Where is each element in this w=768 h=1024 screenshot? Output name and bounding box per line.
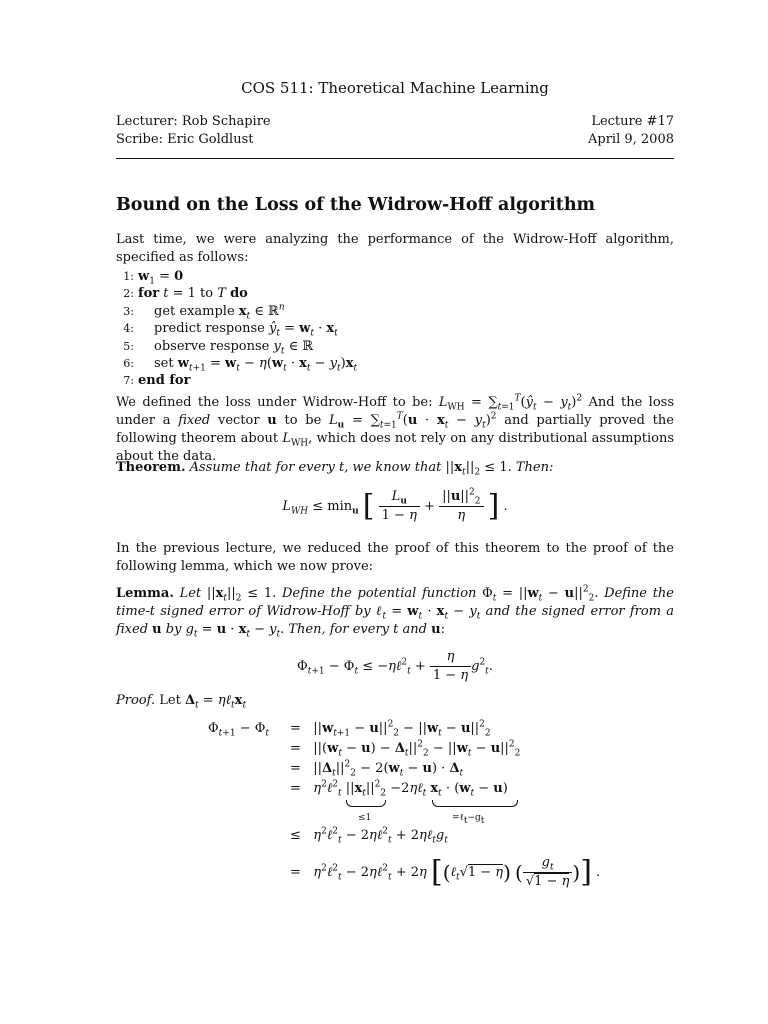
derivation-row: = $||w_{t+1} - u||^2_2 - ||w_t - u||^2_2$ (290, 719, 491, 739)
derivation-row: = $\eta^2\ell^2_t$ $||x_t||^2_2$ −2ηℓ$_t$ $x_t \cdot (w_t - u)$ (290, 779, 508, 799)
lemma-t7: Then, for every (288, 622, 390, 637)
lemma-t5: and the signed error from a fixed (116, 604, 674, 637)
previous-lecture-paragraph: In the previous lecture, we reduced the proof of this theorem to the proof of the following lemma, which we now prove: (116, 541, 674, 574)
lemma-t2: Define the potential function (281, 586, 477, 601)
loss-text-f: and partially proved the following theorem about (116, 413, 674, 446)
intro-paragraph: Last time, we were analyzing the performance of the Widrow-Hoff algorithm, specified as follows: (116, 232, 674, 265)
line-number: 5: (123, 339, 134, 353)
derivation-row: = $||\Delta_t||^2_2 - 2(w_t - u) \cdot \Delta_t$ (290, 759, 464, 779)
underbrace-label-eq: $=\ell_t-g_t$ (452, 813, 485, 826)
loss-text-d: vector (217, 413, 260, 428)
underbrace-norm (346, 800, 386, 807)
lecture-date: April 9, 2008 (588, 132, 674, 147)
algo-line: 2: for t = 1 to T do (116, 285, 674, 302)
algo-line: 1: $w_1 = 0$ (116, 268, 674, 285)
derivation-row: ≤ $\eta^2\ell^2_t$ − 2ηℓ$^2_t$ + $2\eta\ell_tg_t$ (290, 826, 448, 846)
lecture-number: Lecture #17 (591, 114, 674, 129)
line-number: 3: (123, 304, 134, 318)
loss-text-a: We defined the loss under Widrow-Hoff to be: (116, 395, 433, 410)
header-rule (116, 158, 674, 159)
proof-text: Let (159, 693, 181, 708)
line-number: 1: (123, 270, 134, 283)
underbrace-label-le1: ≤1 (358, 813, 372, 823)
theorem-equation: $L_{WH} \le \min_u$ [ $\frac{L_u}{1 - \eta}$ + $\frac{||u||^2_2}{\eta}$ ] . (282, 487, 508, 524)
loss-text-b: And the loss under a (116, 395, 675, 428)
header-left (116, 113, 271, 149)
theorem-text2: , we know that (344, 460, 442, 475)
theorem-label: Theorem. (116, 460, 186, 475)
theorem-text1: Assume that for every (189, 460, 335, 475)
lemma-label: Lemma. (116, 586, 174, 601)
algo-line: 3: get example $x_t$ ∈ ℝ$^n$ (116, 303, 674, 320)
underbrace-dot (432, 800, 518, 807)
lemma-t3: Define the time- (116, 586, 674, 619)
lemma-t6: by (165, 622, 182, 637)
header-right (588, 113, 674, 149)
lemma: Lemma. Let $||x_t||_2 \le 1$. Define the potential function $\Phi_t = ||w_t - u||^2_2$. Define the time-t signed error of Widrow-Hoff by ℓ$_t$ = $w_t \cdot x_t - y_t$ and the signed error from a fixed u by $g_t = u \cdot x_t - y_t$. Then, for every t and u: (116, 584, 674, 640)
course-title: COS 511: Theoretical Machine Learning (241, 79, 549, 97)
lemma-equation: $\Phi_{t+1} - \Phi_t$ ≤ −ηℓ$^2_t$ + $\frac{\eta}{1 - \eta}$ $g^2_t$. (297, 649, 493, 683)
lecturer: Lecturer: Rob Schapire (116, 114, 271, 129)
loss-paragraph: We defined the loss under Widrow-Hoff to be: $L_{WH}$ = $\sum_{t=1}^T(ŷ_t - y_t)^2$ And the loss under a fixed vector u to be $L_u = \sum_{t=1}^T(u \cdot x_t - y_t)^2$ and partially proved the following theorem about $L_{WH}$, which does not rely on any distributional assumptions about the data. (116, 393, 675, 464)
theorem-text3: Then: (515, 460, 554, 475)
loss-text-g: , which does not rely on any distributional assumptions about the data. (116, 431, 675, 464)
proof-line: Proof. Let $\Delta_t$ = $\eta\ell_tx_t$ (116, 693, 247, 711)
theorem: Theorem. Assume that for every t, we know that $||x_t||_2 \le 1$. Then: (116, 460, 554, 478)
derivation-row: = $||(w_t - u) - \Delta_t||^2_2 - ||w_t - u||^2_2$ (290, 739, 521, 759)
section-title: Bound on the Loss of the Widrow-Hoff algorithm (116, 195, 596, 215)
algorithm-listing (116, 268, 674, 390)
loss-text-fixed: fixed (178, 413, 211, 428)
lemma-t8: and (402, 622, 427, 637)
line-number: 6: (123, 356, 134, 370)
derivation-row: $\Phi_{t+1} - \Phi_t$ (208, 721, 270, 739)
algo-line: 7: end for (116, 372, 674, 389)
line-number: 2: (123, 287, 134, 301)
loss-text-e: to be (284, 413, 322, 428)
line-number: 4: (123, 322, 134, 336)
line-number: 7: (123, 374, 134, 388)
scribe: Scribe: Eric Goldlust (116, 132, 254, 147)
lemma-t1: Let (179, 586, 202, 601)
lemma-t4: signed error of Widrow-Hoff by (160, 604, 371, 619)
algo-line: 6: set $w_{t+1} = w_t - \eta(w_t \cdot x_t - y_t)x_t$ (116, 355, 674, 372)
derivation-row: = $\eta^2\ell^2_t$ − 2ηℓ$^2_t$ + 2η [(ℓ$_t$√1 − η) ( $\frac{g_t}{√1 - \eta}$ )] . (290, 854, 601, 890)
proof-label: Proof. (116, 693, 156, 708)
algo-line: 5: observe response $y_t$ ∈ ℝ (116, 338, 674, 355)
algo-line: 4: predict response $ŷ_t = w_t \cdot x_t$ (116, 320, 674, 337)
